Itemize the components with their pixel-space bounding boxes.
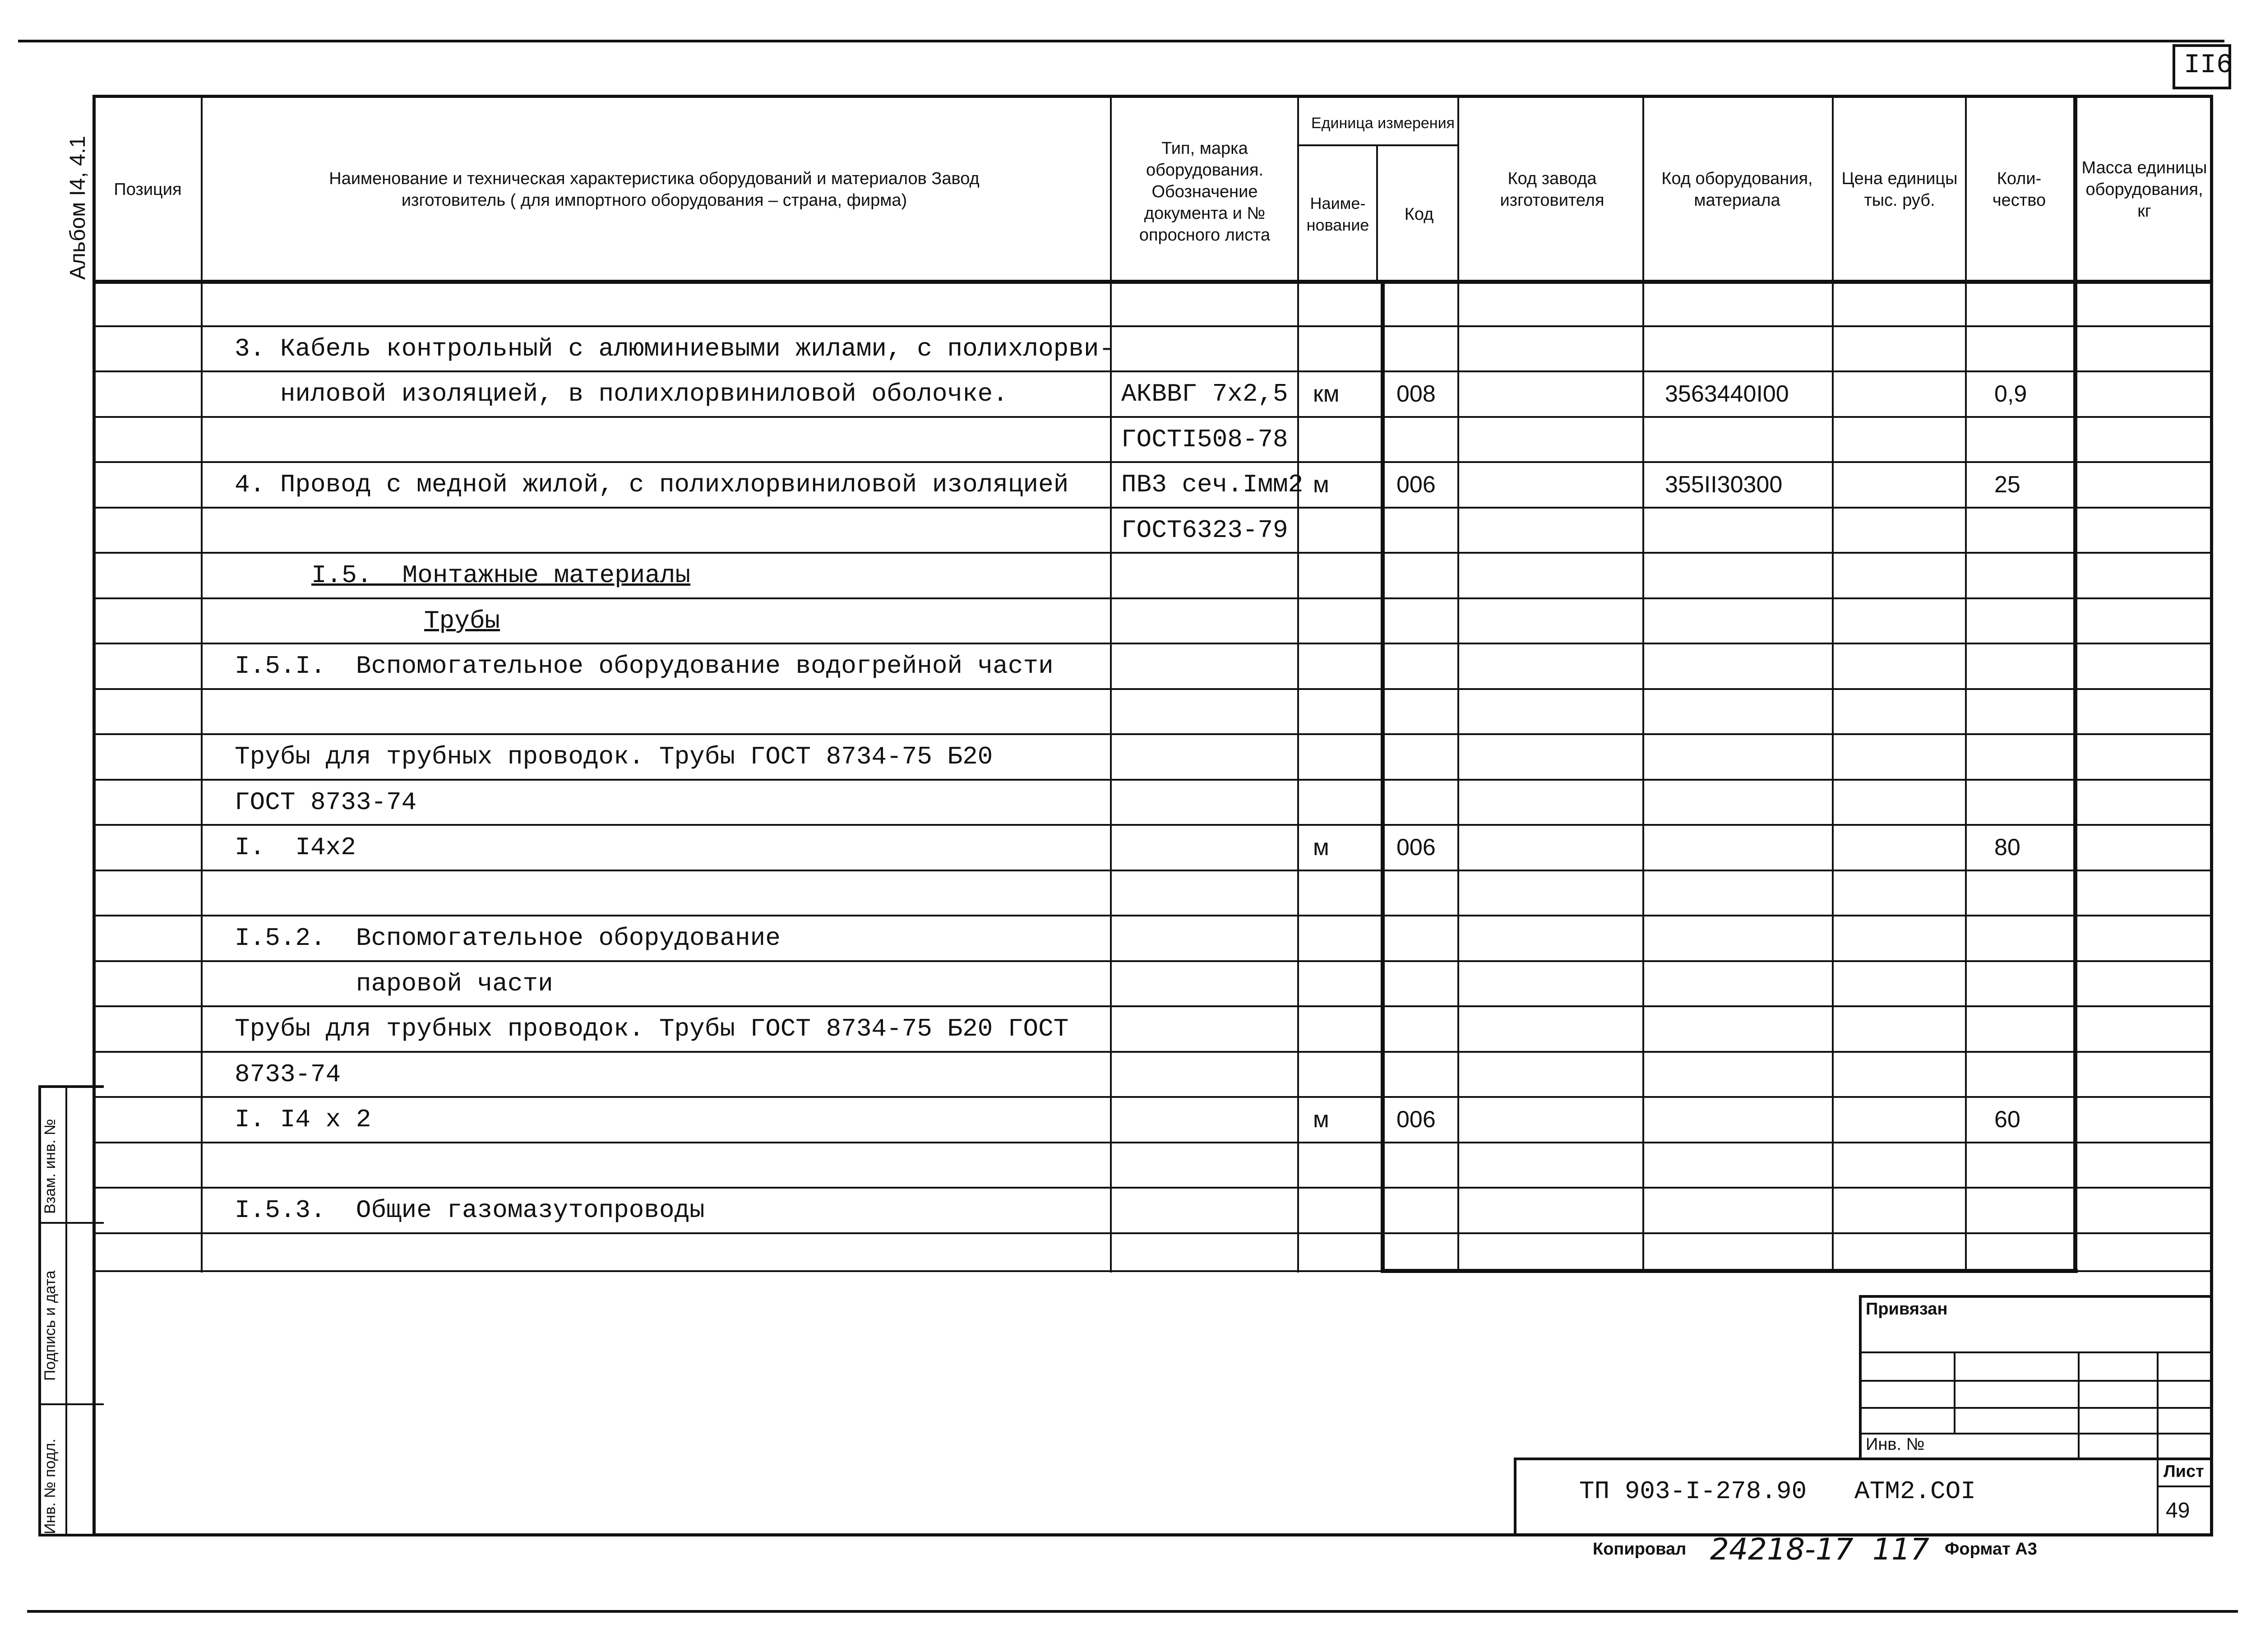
cell-name: Трубы для трубных проводок. Трубы ГОСТ 8734-75 Б20 ГОСТ xyxy=(235,1014,1069,1043)
side-stamp-vzam: Взам. инв. № xyxy=(42,1119,59,1214)
row-line xyxy=(92,915,2213,916)
cell-code: 006 xyxy=(1396,1106,1436,1133)
format-label: Формат А3 xyxy=(1945,1540,2037,1559)
cell-name: Трубы xyxy=(424,606,500,635)
side-stamp-sep xyxy=(38,1222,104,1224)
row-line xyxy=(92,370,2213,372)
sheet-corner-number: II6 xyxy=(2184,50,2233,81)
header-mass: Масса единицы оборудования, кг xyxy=(2081,158,2207,221)
header-price: Цена единицы тыс. руб. xyxy=(1841,169,1958,210)
tb-line xyxy=(1859,1380,2213,1382)
cell-name: I.5.2. Вспомогательное оборудование xyxy=(235,924,781,953)
page-bottom-border xyxy=(27,1610,2238,1613)
cell-qty: 0,9 xyxy=(1994,381,2027,407)
inv-no-label: Инв. № xyxy=(1866,1435,1925,1454)
cell-name: I. I4 x 2 xyxy=(235,1105,371,1134)
row-line xyxy=(92,552,2213,554)
kopiroval-label: Копировал xyxy=(1593,1540,1687,1559)
row-line xyxy=(92,960,2213,962)
cell-name: 4. Провод с медной жилой, с полихлорвиниловой изоляцией xyxy=(235,470,1069,499)
row-line xyxy=(92,1232,2213,1234)
cell-qty: 80 xyxy=(1994,834,2020,861)
header-maker-code: Код завода изготовителя xyxy=(1500,169,1604,210)
row-line xyxy=(92,643,2213,644)
header-position: Позиция xyxy=(114,180,182,199)
cell-unit: м xyxy=(1313,1106,1329,1133)
tb-vline xyxy=(2078,1351,2080,1458)
cell-type: ПВ3 сеч.Iмм2 xyxy=(1121,470,1304,499)
row-line xyxy=(92,1096,2213,1098)
cell-code: 008 xyxy=(1396,381,1436,407)
col-line xyxy=(1381,280,1385,1273)
page-top-border xyxy=(18,40,2224,42)
cell-unit: м xyxy=(1313,834,1329,861)
cell-equip: 355II30300 xyxy=(1665,472,1783,498)
row-line xyxy=(92,325,2213,327)
cell-equip: 3563440I00 xyxy=(1665,381,1789,407)
copy-number: 24218-17 xyxy=(1710,1532,1854,1567)
cell-type: ГОСТ6323-79 xyxy=(1121,515,1288,545)
tb-line xyxy=(2157,1485,2213,1487)
header-qty: Коли- чество xyxy=(1992,169,2046,210)
cell-name: Трубы для трубных проводок. Трубы ГОСТ 8734-75 Б20 xyxy=(235,742,993,771)
side-stamp-inv: Инв. № подл. xyxy=(42,1439,59,1534)
cell-name: 8733-74 xyxy=(235,1060,341,1089)
cell-code: 006 xyxy=(1396,834,1436,861)
privyazan-label: Привязан xyxy=(1866,1300,1948,1319)
cell-type: ГОСТI508-78 xyxy=(1121,425,1288,454)
cell-type: АКВВГ 7х2,5 xyxy=(1121,379,1288,408)
doc-code: ТП 903-I-278.90 xyxy=(1579,1477,1807,1506)
list-label: Лист xyxy=(2164,1462,2204,1481)
row-line xyxy=(92,1005,2213,1007)
tb-line xyxy=(1859,1407,2213,1409)
cell-unit: км xyxy=(1313,381,1340,407)
cell-qty: 60 xyxy=(1994,1106,2020,1133)
col-line xyxy=(1376,144,1378,280)
doc-mark: АТМ2.СОI xyxy=(1854,1477,1976,1506)
cell-name: 3. Кабель контрольный с алюминиевыми жилами, с полихлорви- xyxy=(235,334,1114,363)
row-line xyxy=(92,1142,2213,1143)
tb-vline xyxy=(2157,1351,2159,1460)
header-unit-name: Наиме- нование xyxy=(1306,194,1369,234)
row-line xyxy=(92,779,2213,781)
copy-page: 117 xyxy=(1872,1532,1929,1567)
side-stamp-sep xyxy=(38,1403,104,1405)
cell-name: паровой части xyxy=(235,969,553,998)
row-line xyxy=(92,733,2213,735)
cell-code: 006 xyxy=(1396,472,1436,498)
row-line xyxy=(92,1187,2213,1189)
row-line xyxy=(92,688,2213,690)
cell-name: I.5. Монтажные материалы xyxy=(311,561,691,590)
tb-vline xyxy=(1954,1351,1956,1433)
side-stamp-podpis: Подпись и дата xyxy=(42,1270,59,1381)
header-equip-code: Код оборудования, материала xyxy=(1661,169,1813,210)
row-line xyxy=(92,507,2213,509)
tb-line xyxy=(1859,1351,2213,1353)
row-line xyxy=(92,870,2213,871)
cell-name: I. I4x2 xyxy=(235,833,356,862)
cell-qty: 25 xyxy=(1994,472,2020,498)
unit-group-line xyxy=(1297,144,1457,146)
header-bottom-line xyxy=(92,280,2213,284)
row-line xyxy=(92,597,2213,599)
header-type: Тип, марка оборудования. Обозначение документа и № опросного листа xyxy=(1139,139,1271,245)
table-end-line xyxy=(92,1270,2213,1272)
cell-name: ГОСТ 8733-74 xyxy=(235,787,417,817)
header-unit-group: Единица измерения xyxy=(1311,114,1455,132)
row-line xyxy=(92,824,2213,826)
tb-vline xyxy=(2157,1458,2159,1536)
cell-name: I.5.3. Общие газомазутопроводы xyxy=(235,1196,705,1225)
row-line xyxy=(92,416,2213,418)
album-label: Альбом I4, 4.1 xyxy=(66,136,90,280)
cell-name: I.5.I. Вспомогательное оборудование водогрейной части xyxy=(235,652,1054,680)
row-line xyxy=(92,461,2213,463)
header-unit-code: Код xyxy=(1404,205,1434,224)
tb-line xyxy=(1859,1433,2213,1435)
cell-name: ниловой изоляцией, в полихлорвиниловой оболочке. xyxy=(235,379,1008,408)
cell-unit: м xyxy=(1313,472,1329,498)
row-line xyxy=(92,1051,2213,1053)
list-number: 49 xyxy=(2166,1499,2190,1522)
side-stamp-divider xyxy=(65,1085,67,1536)
header-name: Наименование и техническая характеристика оборудований и материалов Завод изготовитель ( для импортного оборудования – страна, фирма) xyxy=(329,169,980,210)
